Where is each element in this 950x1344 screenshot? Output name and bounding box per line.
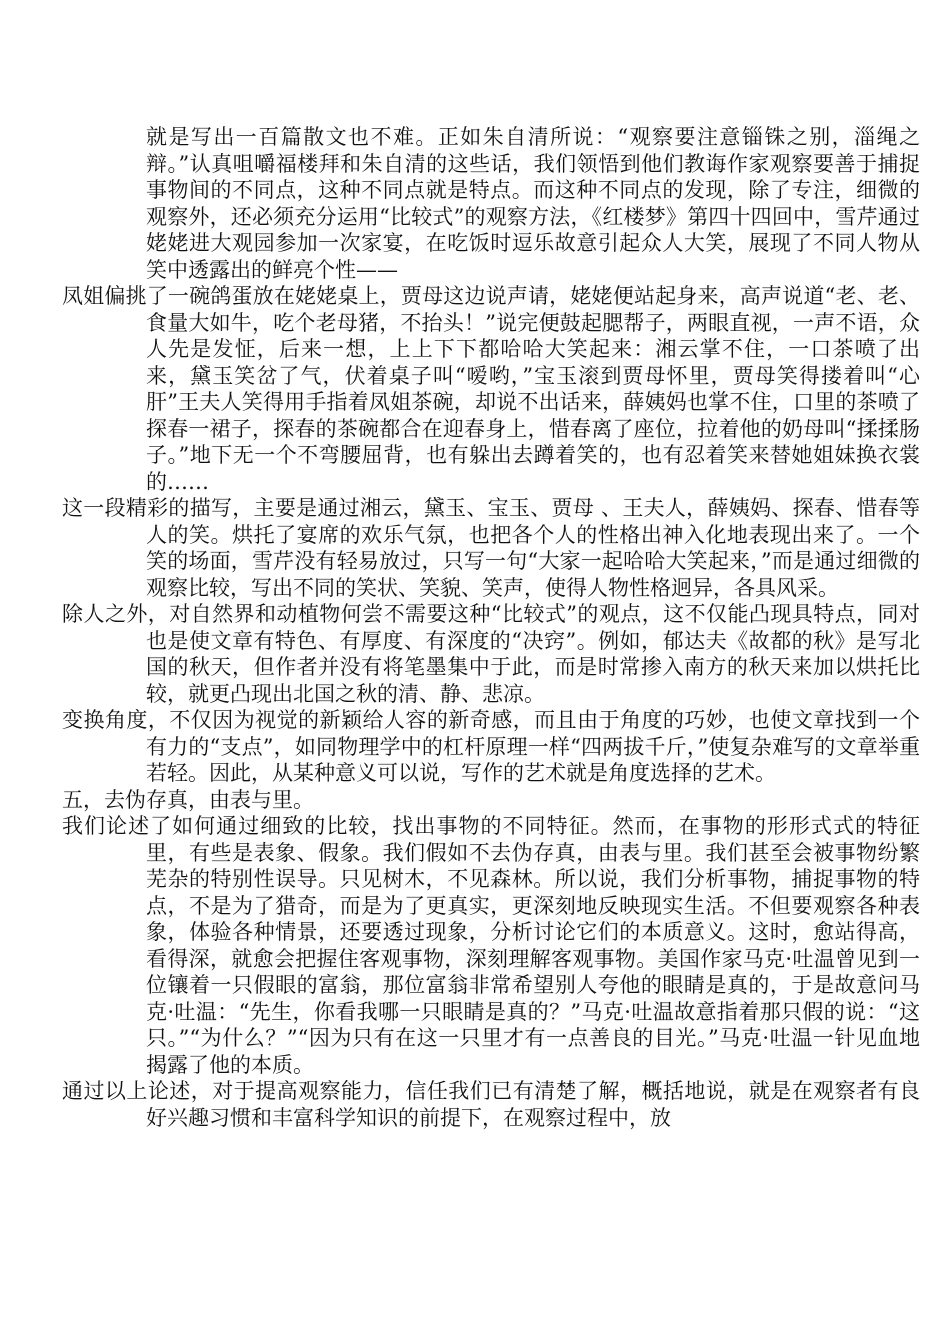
paragraph-essence: 我们论述了如何通过细致的比较，找出事物的不同特征。然而，在事物的形形式式的特征里，有些是表象、假象。我们假如不去伪存真，由表与里。我们甚至会被事物纷繁芜杂的特别性误导。只见树木，不见森林。所以说，我们分析事物，捕捉事物的特点，不是为了猎奇，而是为了更真实，更深刻地反映现实生活。不但要观察各种表象，体验各种情景，还要透过现象，分析讨论它们的本质意义。这时，愈站得高，看得深，就愈会把握住客观事物，深刻理解客观事物。美国作家马克·吐温曾见到一位镶着一只假眼的富翁，那位富翁非常希望别人夸他的眼睛是真的，于是故意问马克·吐温：“先生，你看我哪一只眼睛是真的？”马克·吐温故意指着那只假的说：“这只。”“为什么？”“因为只有在这一只里才有一点善良的目光。”马克·吐温一针见血地揭露了他的本质。 [62,814,920,1077]
paragraph-continued: 就是写出一百篇散文也不难。正如朱自清所说：“观察要注意锱铢之别，淄绳之辩。”认真咀嚼福楼拜和朱自清的这些话，我们领悟到他们教诲作家观察要善于捕捉事物间的不同点，这种不同点就是特点。而这种不同点的发现，除了专注，细微的观察外，还必须充分运用“比较式”的观察方法，《红楼梦》第四十四回中，雪芹通过姥姥进大观园参加一次家宴，在吃饭时逗乐故意引起众人大笑，展现了不同人物从笑中透露出的鲜亮个性—— [146,125,920,282]
paragraph-laughter-analysis: 这一段精彩的描写，主要是通过湘云，黛玉、宝玉、贾母 、王夫人，薛姨妈、探春、惜春等人的笑。烘托了宴席的欢乐气氛，也把各个人的性格出神入化地表现出来了。一个笑的场面，雪芹没有轻易放过，只写一句“大家一起哈哈大笑起来，”而是通过细微的观察比较，写出不同的笑状、笑貌、笑声，使得人物性格迥异，各具风采。 [62,496,920,600]
section-heading-five: 五，去伪存真，由表与里。 [62,787,314,812]
paragraph-summary: 通过以上论述，对于提高观察能力，信任我们已有清楚了解，概括地说，就是在观察者有良好兴趣习惯和丰富科学知识的前提下，在观察过程中，放 [62,1079,920,1130]
paragraph-nature-comparison: 除人之外，对自然界和动植物何尝不需要这种“比较式”的观点，这不仅能凸现具特点，同对也是使文章有特色、有厚度、有深度的“决窍”。例如，郁达夫《故都的秋》是写北国的秋天，但作者并没有将笔墨集中于此，而是时常掺入南方的秋天来加以烘托比较，就更凸现出北国之秋的清、静、悲凉。 [62,602,920,706]
paragraph-fengjie-quote: 凤姐偏挑了一碗鸽蛋放在姥姥桌上，贾母这边说声请，姥姥便站起身来，高声说道“老、老、食量大如牛，吃个老母猪，不抬头！”说完便鼓起腮帮子，两眼直视，一声不语，众人先是发怔，后来一想，上上下下都哈哈大笑起来：湘云掌不住，一口茶喷了出来，黛玉笑岔了气，伏着桌子叫“嗳哟，”宝玉滚到贾母怀里，贾母笑得搂着叫“心肝”王夫人笑得用手指着凤姐茶碗，却说不出话来，薛姨妈也掌不住，口里的茶喷了探春一裙子，探春的茶碗都合在迎春身上，惜春离了座位，拉着他的奶母叫“揉揉肠子。”地下无一个不弯腰屈背，也有躲出去蹲着笑的，也有忍着笑来替她姐妹换衣裳的…… [62,284,920,494]
paragraph-changing-angle: 变换角度，不仅因为视觉的新颖给人容的新奇感，而且由于角度的巧妙，也使文章找到一个有力的“支点”，如同物理学中的杠杆原理一样“四两拔千斤，”使复杂难写的文章举重若轻。因此，从某种意义可以说，写作的艺术就是角度选择的艺术。 [62,708,920,785]
document-body [62,124,920,1131]
